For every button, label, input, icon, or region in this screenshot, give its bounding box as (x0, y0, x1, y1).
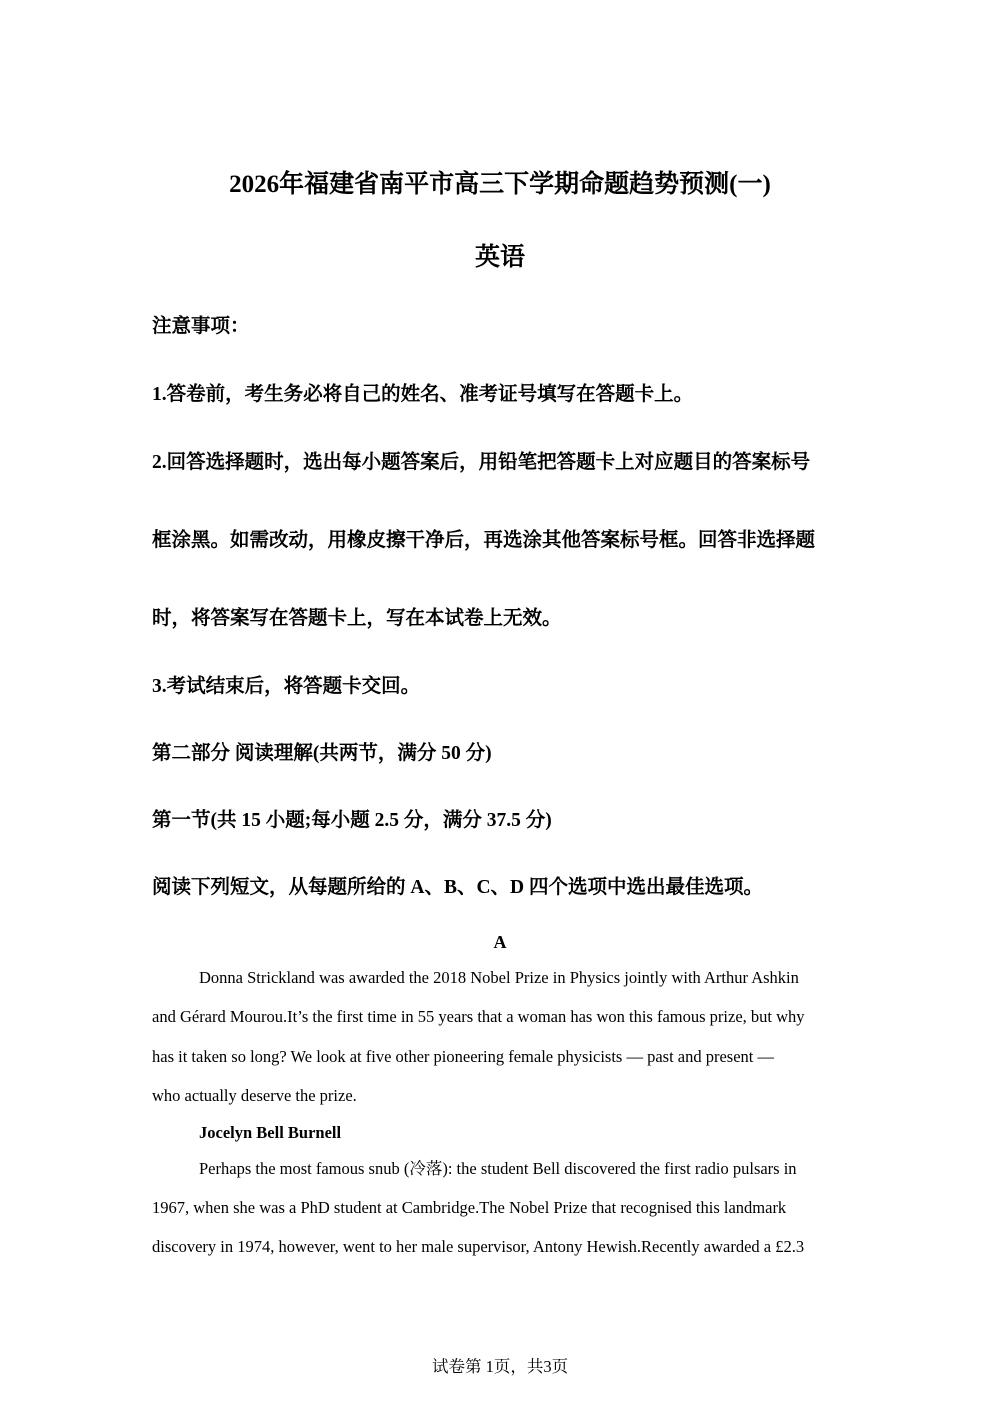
passage-p1-line-1: Donna Strickland was awarded the 2018 Nobel Prize in Physics jointly with Arthur Ashkin (199, 968, 799, 987)
passage-label: A (493, 932, 507, 952)
reading-instruction: 阅读下列短文，从每题所给的 A、B、C、D 四个选项中选出最佳选项。 (152, 877, 764, 898)
page-footer: 试卷第 1页，共3页 (431, 1357, 569, 1376)
notice-item-3: 3.考试结束后，将答题卡交回。 (152, 676, 421, 697)
subject-title: 英语 (474, 244, 525, 271)
notice-item-2-line-3: 时，将答案写在答题卡上，写在本试卷上无效。 (152, 608, 562, 629)
passage-subheading: Jocelyn Bell Burnell (199, 1123, 342, 1142)
passage-p2-line-1: Perhaps the most famous snub (冷落): the student Bell discovered the first radio pulsars in (199, 1159, 797, 1178)
notice-item-1: 1.答卷前，考生务必将自己的姓名、准考证号填写在答题卡上。 (152, 384, 694, 405)
exam-title: 2026年福建省南平市高三下学期命题趋势预测(一) (229, 171, 771, 198)
passage-p1-line-3: has it taken so long? We look at five other pioneering female physicists — past and present — (152, 1047, 775, 1066)
notice-heading: 注意事项： (152, 316, 250, 337)
section-heading: 第一节(共 15 小题;每小题 2.5 分，满分 37.5 分) (152, 810, 552, 831)
passage-p1-line-4: who actually deserve the prize. (152, 1086, 357, 1105)
notice-item-2-line-2: 框涂黑。如需改动，用橡皮擦干净后，再选涂其他答案标号框。回答非选择题 (152, 530, 816, 551)
passage-p1-line-2: and Gérard Mourou.It’s the first time in 55 years that a woman has won this famous prize, but why (152, 1007, 805, 1026)
passage-p2-line-2: 1967, when she was a PhD student at Cambridge.The Nobel Prize that recognised this landmark (152, 1198, 787, 1217)
passage-p2-line-3: discovery in 1974, however, went to her male supervisor, Antony Hewish.Recently awarded a £2.3 (152, 1237, 805, 1256)
part-heading: 第二部分 阅读理解(共两节，满分 50 分) (152, 743, 492, 764)
notice-item-2-line-1: 2.回答选择题时，选出每小题答案后，用铅笔把答题卡上对应题目的答案标号 (152, 452, 811, 473)
